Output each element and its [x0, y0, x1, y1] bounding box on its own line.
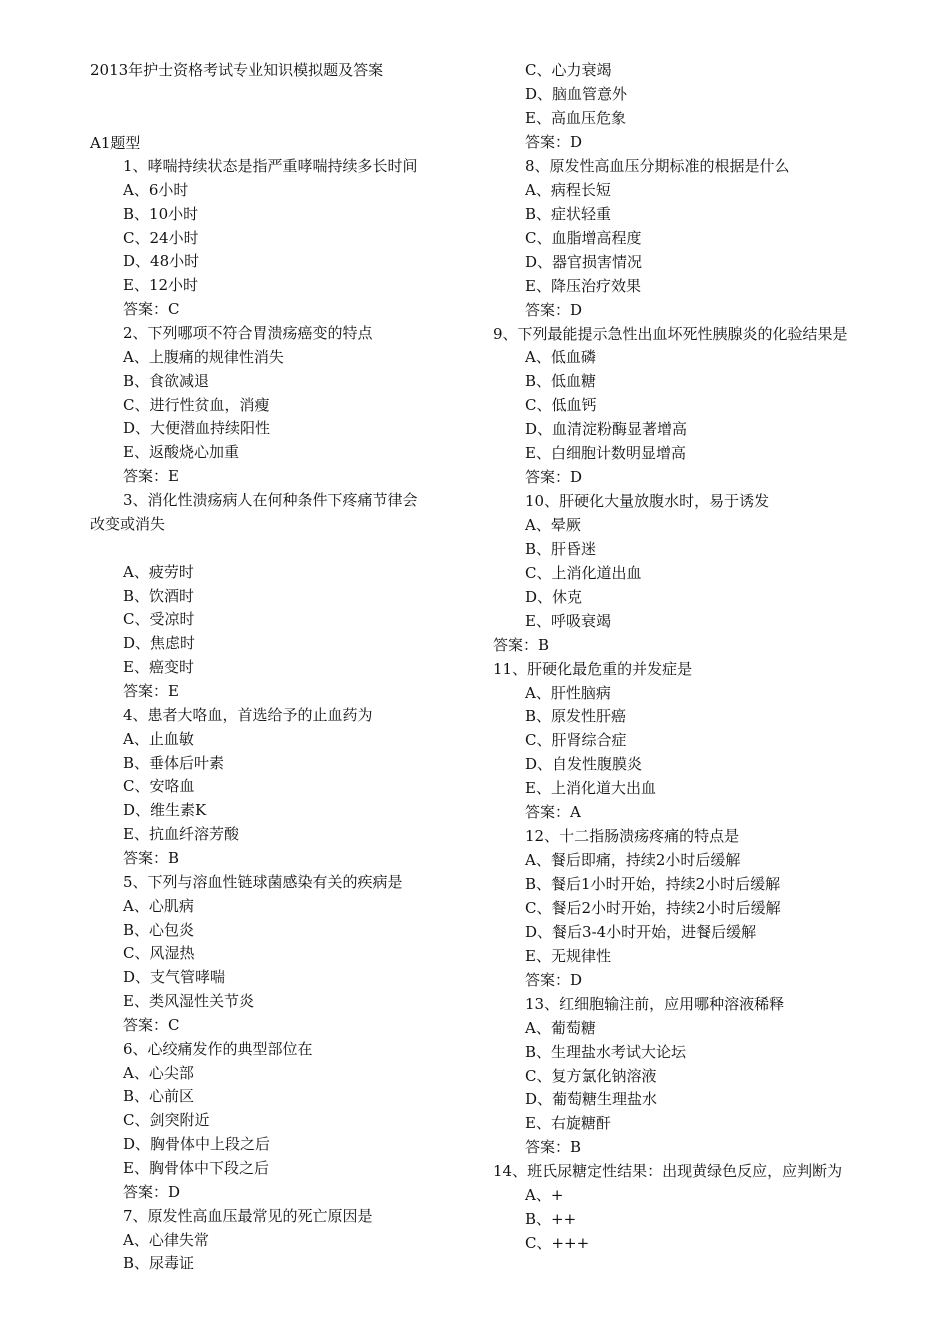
left-line: D、焦虑时: [123, 634, 196, 653]
right-line: B、症状轻重: [525, 205, 612, 223]
right-line: E、上消化道大出血: [525, 779, 656, 797]
right-line: 答案：B: [525, 1138, 582, 1156]
right-line: D、器官损害情况: [525, 253, 643, 271]
left-line: B、心前区: [123, 1087, 195, 1106]
left-line: E、癌变时: [123, 658, 194, 677]
right-line: C、心力衰竭: [525, 61, 612, 79]
left-line: D、48小时: [123, 252, 200, 271]
left-line: E、类风湿性关节炎: [123, 992, 254, 1011]
right-line: C、+++: [525, 1234, 590, 1252]
left-line: A、心肌病: [123, 896, 194, 915]
left-line: 答案：B: [123, 848, 180, 867]
left-line: A、心尖部: [123, 1063, 194, 1082]
left-line: 答案：C: [123, 1015, 180, 1034]
right-line: B、低血糖: [525, 372, 597, 390]
left-line: 2013年护士资格考试专业知识模拟题及答案: [90, 61, 384, 79]
left-line: B、10小时: [123, 204, 199, 223]
right-line: E、无规律性: [525, 947, 611, 965]
right-line: C、肝肾综合症: [525, 731, 627, 749]
right-line: A、晕厥: [525, 516, 581, 534]
right-line: A、餐后即痛，持续2小时后缓解: [525, 851, 741, 869]
left-line: B、心包炎: [123, 920, 195, 939]
left-line: C、安咯血: [123, 777, 195, 796]
left-line: 2、下列哪项不符合胃溃疡癌变的特点: [123, 323, 373, 342]
left-line: 改变或消失: [90, 514, 166, 533]
left-line: B、食欲减退: [123, 371, 210, 390]
right-line: D、自发性腹膜炎: [525, 755, 643, 773]
right-line: 答案：A: [525, 803, 581, 821]
right-line: 14、班氏尿糖定性结果：出现黄绿色反应，应判断为: [493, 1162, 843, 1180]
right-line: B、餐后1小时开始，持续2小时后缓解: [525, 875, 781, 893]
right-line: D、休克: [525, 588, 583, 606]
right-line: B、++: [525, 1210, 577, 1228]
right-line: A、肝性脑病: [525, 684, 611, 702]
left-line: C、风湿热: [123, 944, 195, 963]
left-line: A、止血敏: [123, 729, 194, 748]
left-line: 答案：E: [123, 467, 179, 486]
left-line: A、心律失常: [123, 1230, 209, 1249]
right-line: D、脑血管意外: [525, 85, 628, 103]
left-line: A、上腹痛的规律性消失: [123, 347, 284, 366]
right-line: D、餐后3-4小时开始，进餐后缓解: [525, 923, 757, 941]
right-line: 答案：D: [525, 971, 583, 989]
right-line: E、降压治疗效果: [525, 277, 641, 295]
left-line: E、胸骨体中下段之后: [123, 1159, 269, 1177]
right-line: E、高血压危象: [525, 109, 626, 127]
left-line: D、维生素K: [123, 801, 207, 820]
left-line: D、大便潜血持续阳性: [123, 419, 271, 438]
right-line: 10、肝硬化大量放腹水时，易于诱发: [525, 492, 770, 510]
right-line: B、肝昏迷: [525, 540, 597, 558]
left-line: 答案：C: [123, 300, 180, 319]
right-line: D、血清淀粉酶显著增高: [525, 420, 688, 438]
left-line: 4、患者大咯血，首选给予的止血药为: [123, 705, 373, 724]
right-line: 12、十二指肠溃疡疼痛的特点是: [525, 827, 740, 845]
right-line: 8、原发性高血压分期标准的根据是什么: [525, 157, 790, 175]
left-line: 3、消化性溃疡病人在何种条件下疼痛节律会: [123, 490, 418, 509]
right-line: C、上消化道出血: [525, 564, 642, 582]
right-line: A、葡萄糖: [525, 1019, 596, 1037]
right-line: 答案：D: [525, 468, 583, 486]
left-line: B、尿毒证: [123, 1254, 195, 1273]
left-line: E、抗血纤溶芳酸: [123, 825, 239, 844]
left-line: D、支气管哮喘: [123, 968, 226, 987]
left-line: A1题型: [90, 134, 141, 152]
left-line: D、胸骨体中上段之后: [123, 1135, 271, 1154]
right-line: E、呼吸衰竭: [525, 612, 611, 630]
left-line: 5、下列与溶血性链球菌感染有关的疾病是: [123, 872, 403, 891]
left-line: 6、心绞痛发作的典型部位在: [123, 1039, 313, 1058]
right-line: 11、肝硬化最危重的并发症是: [493, 660, 693, 678]
right-line: 13、红细胞输注前，应用哪种溶液稀释: [525, 995, 785, 1013]
left-line: B、饮酒时: [123, 586, 195, 605]
right-line: 9、下列最能提示急性出血坏死性胰腺炎的化验结果是: [493, 325, 848, 343]
right-line: C、血脂增高程度: [525, 229, 642, 247]
left-line: C、进行性贫血，消瘦: [123, 395, 270, 414]
left-line: A、6小时: [123, 180, 189, 199]
right-line: C、低血钙: [525, 396, 597, 414]
right-line: D、葡萄糖生理盐水: [525, 1090, 658, 1108]
left-line: 答案：D: [123, 1182, 181, 1201]
right-line: E、白细胞计数明显增高: [525, 444, 686, 462]
left-line: B、垂体后叶素: [123, 753, 225, 772]
left-line: C、24小时: [123, 228, 199, 247]
left-line: C、剑突附近: [123, 1111, 210, 1130]
left-line: 7、原发性高血压最常见的死亡原因是: [123, 1206, 373, 1225]
left-line: A、疲劳时: [123, 562, 194, 581]
left-line: E、12小时: [123, 276, 199, 295]
left-line: C、受凉时: [123, 610, 195, 629]
right-line: C、餐后2小时开始，持续2小时后缓解: [525, 899, 781, 917]
right-line: E、右旋糖酐: [525, 1114, 611, 1132]
right-line: 答案：B: [493, 636, 550, 654]
left-line: E、返酸烧心加重: [123, 443, 239, 462]
left-line: 1、哮喘持续状态是指严重哮喘持续多长时间: [123, 157, 418, 175]
right-line: A、+: [525, 1186, 564, 1204]
right-line: A、低血磷: [525, 348, 596, 366]
right-line: B、原发性肝癌: [525, 707, 627, 725]
right-line: 答案：D: [525, 301, 583, 319]
left-line: 答案：E: [123, 682, 179, 700]
right-line: 答案：D: [525, 133, 583, 151]
right-line: A、病程长短: [525, 181, 611, 199]
right-line: B、生理盐水考试大论坛: [525, 1043, 687, 1061]
right-line: C、复方氯化钠溶液: [525, 1067, 657, 1085]
